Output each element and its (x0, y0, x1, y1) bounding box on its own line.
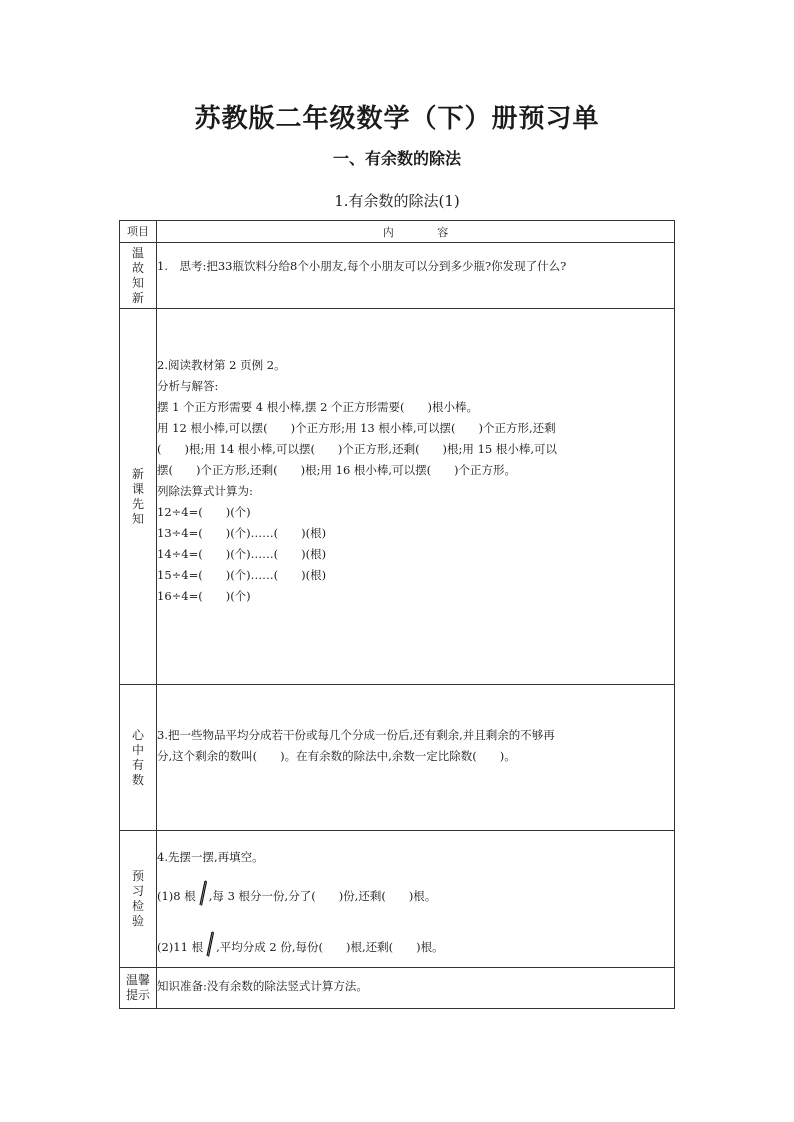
text-line: 分析与解答: (157, 379, 219, 393)
tip-text: 知识准备:没有余数的除法竖式计算方法。 (157, 979, 368, 993)
question-4-part-1: (1)8 根 ,每 3 根分一份,分了( )份,还剩( )根。 (157, 880, 674, 913)
equation-line: 13÷4=( )(个)……( )(根) (157, 526, 327, 540)
equation-line: 14÷4=( )(个)……( )(根) (157, 547, 327, 561)
question-4-part-2: (2)11 根 ,平均分成 2 份,每份( )根,还剩( )根。 (157, 931, 674, 964)
text-line: 摆( )个正方形,还剩( )根;用 16 根小棒,可以摆( )个正方形。 (157, 463, 517, 477)
equation-line: 12÷4=( )(个) (157, 505, 251, 519)
text-line: 摆 1 个正方形需要 4 根小棒,摆 2 个正方形需要( )根小棒。 (157, 400, 479, 414)
table-row-check (120, 831, 675, 968)
row-content-summary (157, 685, 675, 831)
question-3-line: 分,这个剩余的数叫( )。在有余数的除法中,余数一定比除数( )。 (157, 749, 516, 763)
table-row-tips (120, 968, 675, 1009)
equation-line: 16÷4=( )(个) (157, 589, 251, 603)
text-line: 用 12 根小棒,可以摆( )个正方形;用 13 根小棒,可以摆( )个正方形,还剩 (157, 421, 556, 435)
text-line: ( )根;用 14 根小棒,可以摆( )个正方形,还剩( )根;用 15 根小棒,可以 (157, 442, 558, 456)
worksheet-table (119, 220, 675, 1009)
header-item: 项目 (120, 221, 157, 243)
text-line: 列除法算式计算为: (157, 484, 253, 498)
question-1: 1. 思考:把33瓶饮料分给8个小朋友,每个小朋友可以分到多少瓶?你发现了什么? (157, 259, 567, 273)
question-3-line: 3.把一些物品平均分成若干份或每几个分成一份后,还有剩余,并且剩余的不够再 (157, 728, 555, 742)
question-2-title: 2.阅读教材第 2 页例 2。 (157, 358, 286, 372)
unit-title: 一、有余数的除法 (332, 149, 461, 168)
row-content-new-lesson (157, 309, 675, 685)
stick-icon (198, 880, 207, 913)
table-row-summary (120, 685, 675, 831)
page-title: 苏教版二年级数学（下）册预习单 (194, 104, 600, 134)
row-label-summary: 心 中 有 数 (120, 685, 157, 831)
row-label-review: 温 故 知 新 (120, 243, 157, 309)
header-content: 内 容 (157, 221, 675, 243)
row-content-tips (157, 968, 675, 1009)
stick-icon (205, 931, 214, 964)
table-header-row (120, 221, 675, 243)
equation-line: 15÷4=( )(个)……( )(根) (157, 568, 327, 582)
table-row-review (120, 243, 675, 309)
row-label-new-lesson: 新 课 先 知 (120, 309, 157, 685)
question-4-title: 4.先摆一摆,再填空。 (157, 850, 264, 864)
row-content-review (157, 243, 675, 309)
lesson-title: 1.有余数的除法(1) (334, 192, 460, 210)
row-content-check (157, 831, 675, 968)
row-label-check: 预 习 检 验 (120, 831, 157, 968)
row-label-tips: 温馨 提示 (120, 968, 157, 1009)
table-row-new-lesson (120, 309, 675, 685)
